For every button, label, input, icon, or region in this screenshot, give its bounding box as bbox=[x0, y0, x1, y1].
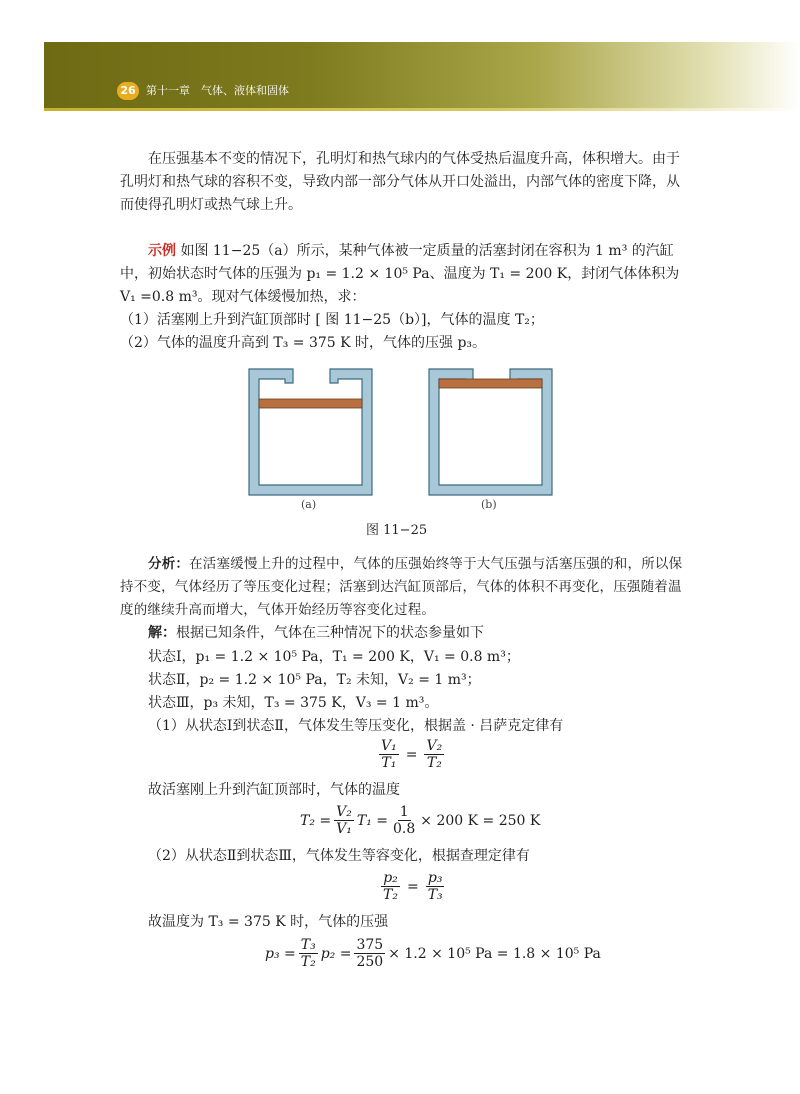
intro-paragraph: 在压强基本不变的情况下，孔明灯和热气球内的气体受热后温度升高，体积增大。由于孔明灯和热气球的容积不变，导致内部一部分气体从开口处溢出，内部气体的密度下降，从而使得孔明灯或热气球上升。 bbox=[120, 151, 680, 213]
figure-label-a: (a) bbox=[301, 498, 317, 511]
law2-num-right: p₃ bbox=[427, 870, 443, 886]
eq1-lhs: T₂ = bbox=[300, 812, 332, 829]
step-1-result-intro: 故活塞刚上升到汽缸顶部时，气体的温度 bbox=[148, 782, 400, 798]
eq2-rhs: × 1.2 × 10⁵ Pa = 1.8 × 10⁵ Pa bbox=[388, 945, 601, 962]
eq1-num2: 1 bbox=[399, 804, 409, 820]
state-2: 状态Ⅱ，p₂ = 1.2 × 10⁵ Pa，T₂ 未知，V₂ = 1 m³； bbox=[148, 672, 481, 688]
charles-equation: $\frac{\text{p₂}}{\text{T₂}}$ = $\frac{\text{p₃}}{\text{T₃}}$ bbox=[383, 870, 443, 903]
law2-num-left: p₂ bbox=[383, 870, 398, 886]
example-label: 示例 bbox=[148, 243, 176, 259]
piston-b bbox=[439, 379, 542, 388]
eq1-frac-num: V₂ bbox=[336, 804, 352, 820]
example-problem bbox=[120, 240, 690, 309]
step-2-result-intro: 故温度为 T₃ = 375 K 时，气体的压强 bbox=[148, 914, 389, 930]
state-1: 状态Ⅰ，p₁ = 1.2 × 10⁵ Pa，T₁ = 200 K，V₁ = 0.8 m³； bbox=[148, 649, 520, 665]
cylinder-figure-b bbox=[428, 368, 553, 496]
law2-den-right: T₃ bbox=[427, 887, 443, 903]
page-number: 26 bbox=[117, 82, 139, 100]
law2-den-left: T₂ bbox=[383, 887, 398, 903]
law1-num-left: V₁ bbox=[381, 738, 397, 754]
eq1-frac-den: V₁ bbox=[336, 821, 352, 837]
solution-label: 解： bbox=[148, 625, 176, 641]
eq2-frac-den: T₂ bbox=[300, 954, 316, 970]
banner-stripe bbox=[44, 108, 800, 111]
figure-caption: 图 11−25 bbox=[366, 523, 428, 538]
law1-den-right: T₂ bbox=[426, 755, 442, 771]
law1-den-left: T₁ bbox=[381, 755, 397, 771]
analysis-label: 分析： bbox=[148, 556, 190, 572]
solution-intro-text: 根据已知条件，气体在三种情况下的状态参量如下 bbox=[176, 625, 484, 641]
cylinder-figure-a bbox=[248, 368, 373, 496]
cylinder-wall-a bbox=[249, 369, 372, 495]
figure-label-b: (b) bbox=[481, 498, 497, 511]
eq1-den2: 0.8 bbox=[393, 821, 416, 837]
step-2: （2）从状态Ⅱ到状态Ⅲ，气体发生等容变化，根据查理定律有 bbox=[148, 848, 530, 864]
analysis-text: 在活塞缓慢上升的过程中，气体的压强始终等于大气压强与活塞压强的和，所以保持不变，气体经历了等压变化过程；活塞到达汽缸顶部后，气体的体积不再变化，压强随着温度的继续升高而增大，气体开始经历等容变化过程。 bbox=[120, 556, 683, 618]
state-3: 状态Ⅲ，p₃ 未知，T₃ = 375 K，V₃ = 1 m³。 bbox=[148, 695, 439, 711]
example-text: 如图 11−25（a）所示，某种气体被一定质量的活塞封闭在容积为 1 m³ 的汽缸中，初始状态时气体的压强为 p₁ = 1.2 × 10⁵ Pa、温度为 T₁ = 200 K，封闭气体体积为 V₁ =0.8 m³。现对气体缓慢加热，求： bbox=[120, 243, 680, 305]
question-2: （2）气体的温度升高到 T₃ = 375 K 时，气体的压强 p₃。 bbox=[120, 335, 487, 351]
eq2-frac-num: T₃ bbox=[300, 937, 316, 953]
eq2-mid: p₂ = bbox=[320, 945, 352, 962]
question-1: （1）活塞刚上升到汽缸顶部时 [ 图 11−25（b）]，气体的温度 T₂； bbox=[120, 312, 544, 328]
temperature-equation bbox=[300, 804, 540, 837]
pressure-equation bbox=[265, 937, 601, 970]
law1-num-right: V₂ bbox=[426, 738, 443, 754]
eq2-lhs: p₃ = bbox=[265, 945, 296, 962]
gay-lussac-equation: $\frac{\text{V₁}}{\text{T₁}}$ = $\frac{\text{V₂}}{\text{T₂}}$ bbox=[381, 738, 443, 771]
solution-intro bbox=[120, 622, 690, 645]
eq2-den2: 250 bbox=[356, 954, 384, 970]
chapter-title: 第十一章 气体、液体和固体 bbox=[146, 84, 289, 97]
eq2-num2: 375 bbox=[356, 937, 384, 953]
analysis-paragraph bbox=[120, 553, 690, 622]
piston-a bbox=[259, 399, 362, 408]
eq1-rhs: × 200 K = 250 K bbox=[420, 812, 541, 829]
step-1: （1）从状态Ⅰ到状态Ⅱ，气体发生等压变化，根据盖 · 吕萨克定律有 bbox=[148, 718, 564, 734]
eq1-mid: T₁ = bbox=[356, 812, 389, 829]
